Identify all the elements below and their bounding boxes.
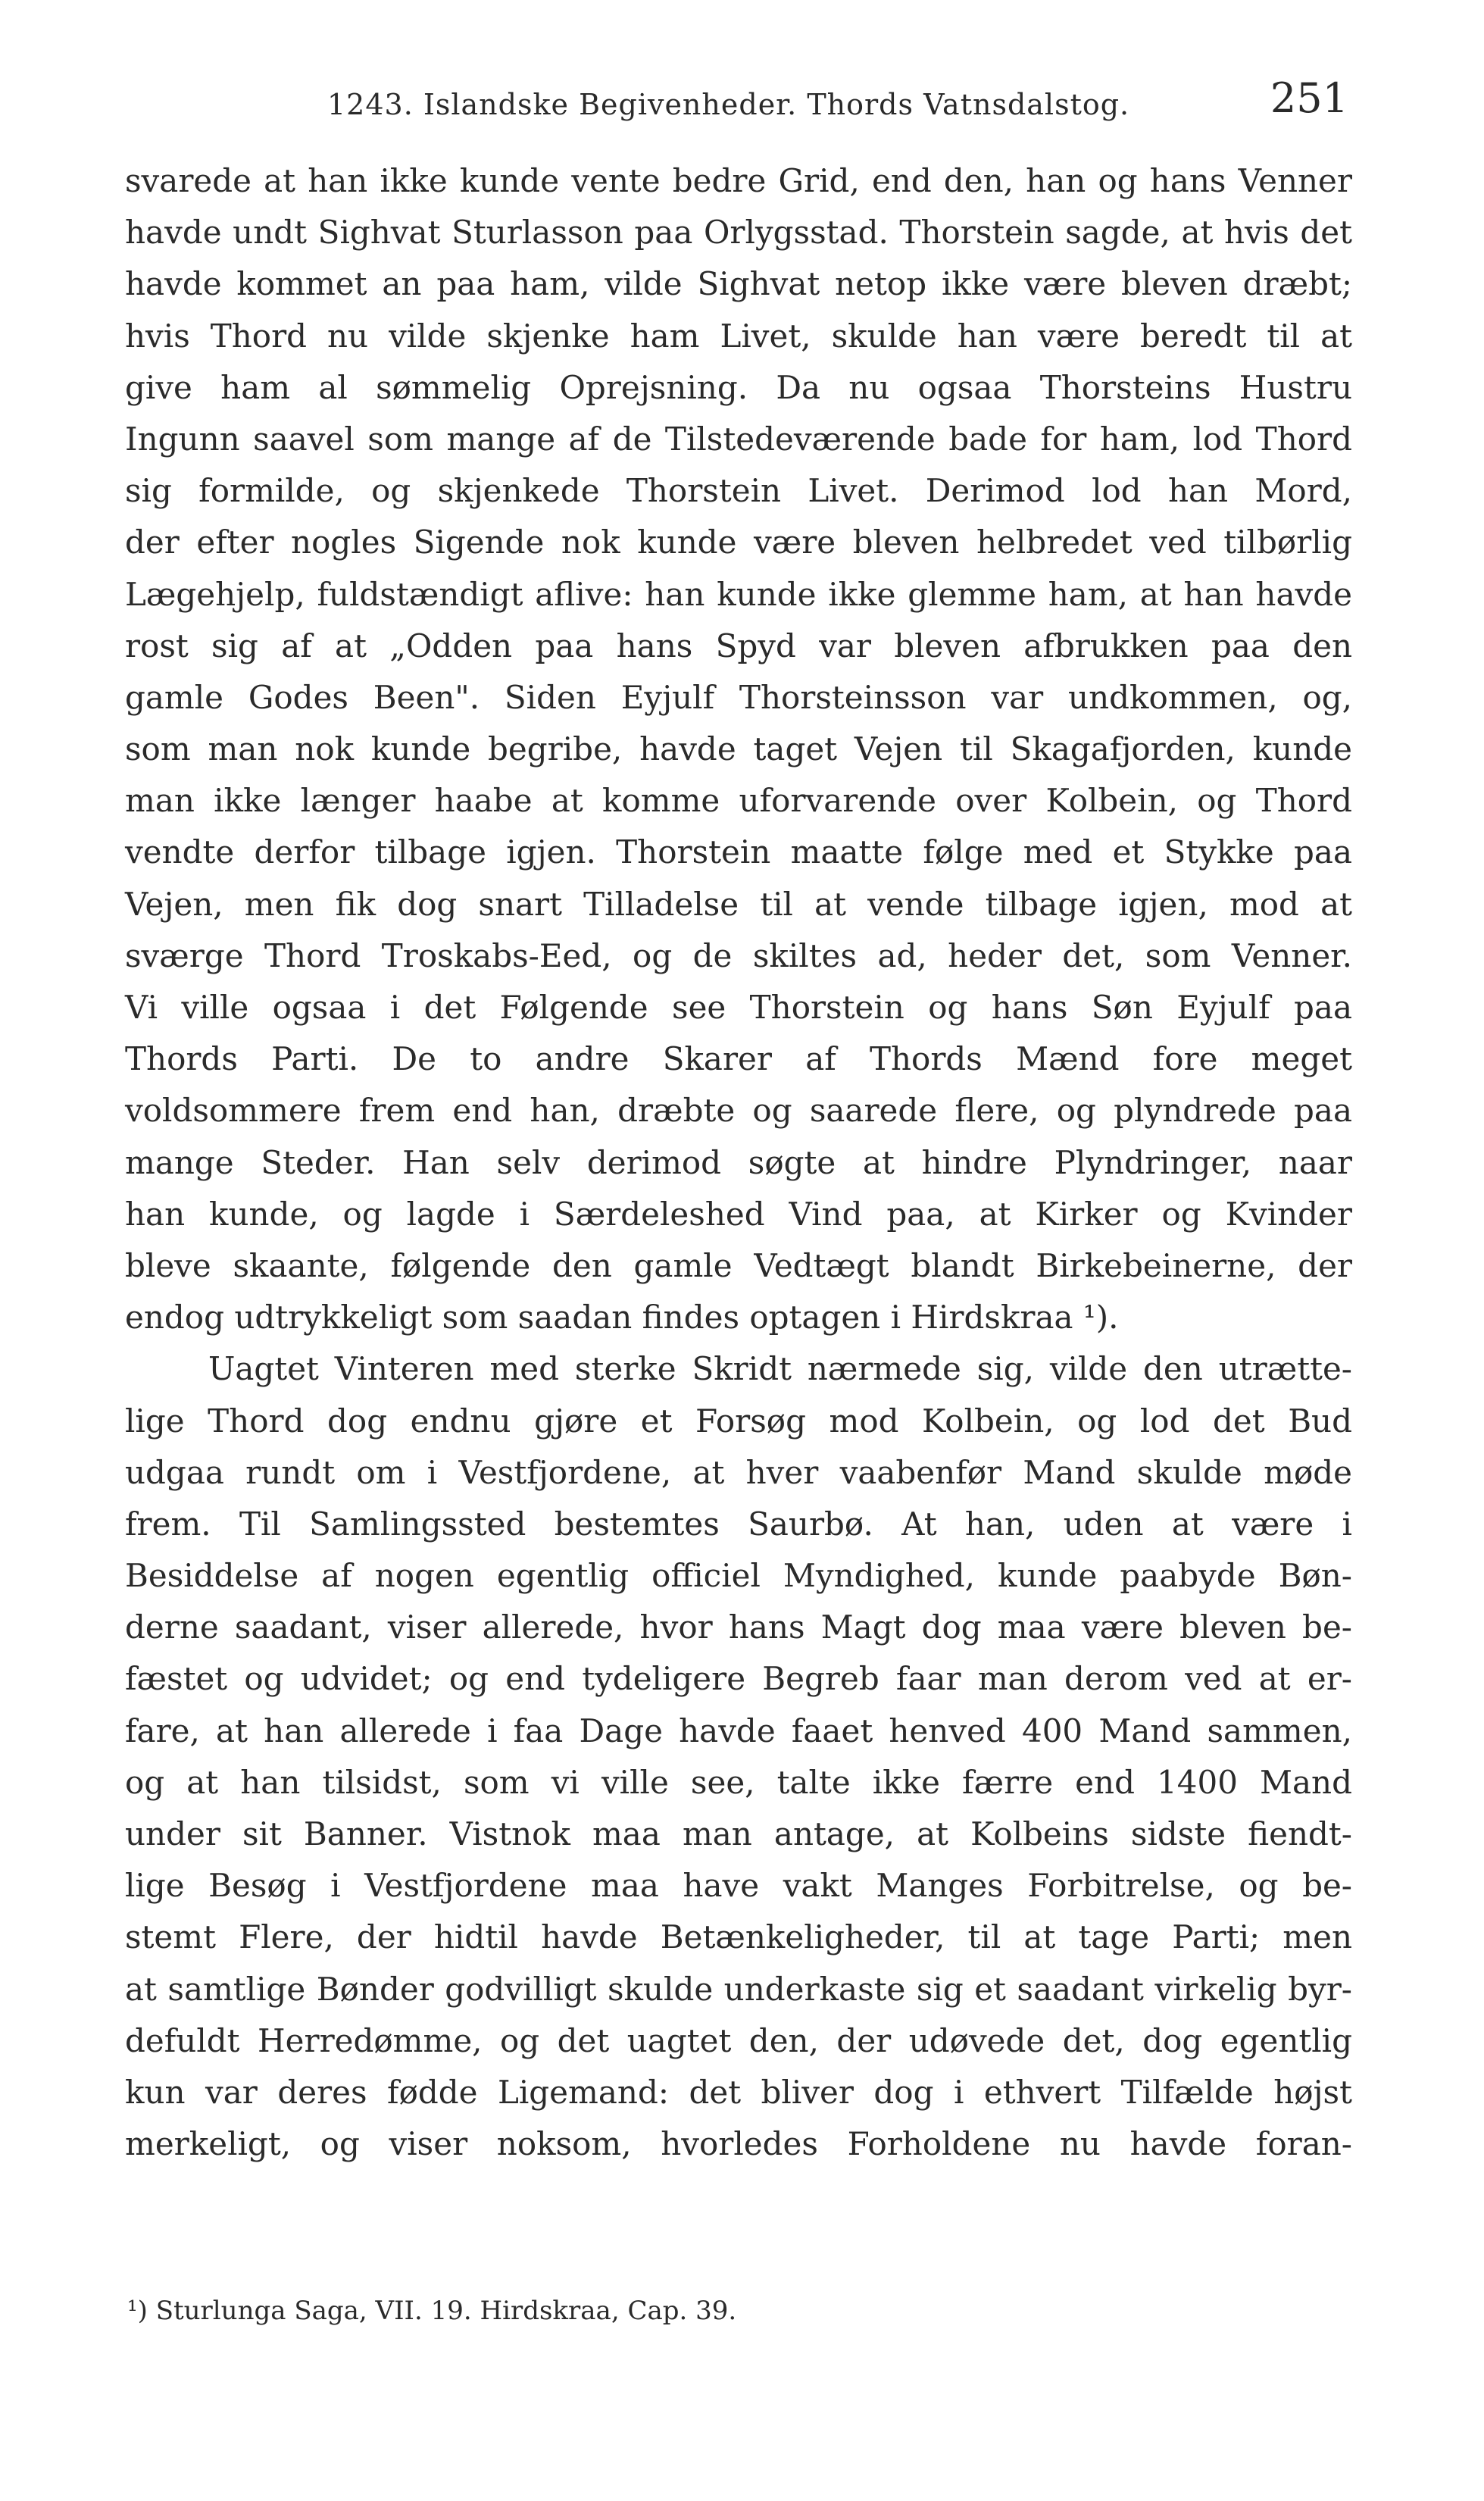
text-line: merkeligt, og viser noksom, hvorledes Forholdene nu havde foran- xyxy=(125,2125,1352,2163)
paragraph-2 xyxy=(125,1343,1352,2170)
running-title: 1243. Islandske Begivenheder. Thords Vatnsdalstog. xyxy=(327,88,1130,121)
text-line: endog udtrykkeligt som saadan findes optagen i Hirdskraa ¹). xyxy=(125,1299,1119,1336)
text-line: kun var deres fødde Ligemand: det bliver dog i ethvert Tilfælde højst xyxy=(125,2073,1352,2111)
paragraph-1 xyxy=(125,155,1352,1343)
footnote: ¹) Sturlunga Saga, VII. 19. Hirdskraa, Cap. 39. xyxy=(127,2296,737,2326)
text-line: Uagtet Vinteren med sterke Skridt nærmede sig, vilde den utrætte- xyxy=(208,1350,1352,1388)
text-line: sig formilde, og skjenkede Thorstein Livet. Derimod lod han Mord, xyxy=(125,472,1352,510)
text-line: Besiddelse af nogen egentlig officiel Myndighed, kunde paabyde Bøn- xyxy=(125,1557,1352,1595)
text-line: havde kommet an paa ham, vilde Sighvat netop ikke være bleven dræbt; xyxy=(125,265,1352,303)
text-line: der efter nogles Sigende nok kunde være bleven helbredet ved tilbørlig xyxy=(125,524,1352,561)
text-line: defuldt Herredømme, og det uagtet den, der udøvede det, dog egentlig xyxy=(125,2021,1352,2059)
text-line: mange Steder. Han selv derimod søgte at hindre Plyndringer, naar xyxy=(125,1143,1352,1181)
text-line: Lægehjelp, fuldstændigt aflive: han kunde ikke glemme ham, at han havde xyxy=(125,575,1352,613)
page-number: 251 xyxy=(1270,74,1348,122)
text-line: hvis Thord nu vilde skjenke ham Livet, skulde han være beredt til at xyxy=(125,317,1352,355)
text-line: som man nok kunde begribe, havde taget Vejen til Skagafjorden, kunde xyxy=(125,730,1352,768)
text-line: man ikke længer haabe at komme uforvarende over Kolbein, og Thord xyxy=(125,782,1352,820)
text-line: stemt Flere, der hidtil havde Betænkeligheder, til at tage Parti; men xyxy=(125,1918,1352,1956)
text-line: rost sig af at „Odden paa hans Spyd var bleven afbrukken paa den xyxy=(125,627,1352,664)
text-line: Vi ville ogsaa i det Følgende see Thorstein og hans Søn Eyjulf paa xyxy=(125,989,1352,1026)
text-line: Ingunn saavel som mange af de Tilstedeværende bade for ham, lod Thord xyxy=(125,420,1352,458)
text-line: han kunde, og lagde i Særdeleshed Vind paa, at Kirker og Kvinder xyxy=(125,1195,1352,1233)
text-line: gamle Godes Been". Siden Eyjulf Thorsteinsson var undkommen, og, xyxy=(125,678,1352,716)
text-line: vendte derfor tilbage igjen. Thorstein maatte følge med et Stykke paa xyxy=(125,833,1352,871)
page-header xyxy=(129,74,1348,135)
text-line: under sit Banner. Vistnok maa man antage, at Kolbeins sidste fiendt- xyxy=(125,1815,1352,1852)
text-line: lige Thord dog endnu gjøre et Forsøg mod Kolbein, og lod det Bud xyxy=(125,1402,1352,1440)
text-line: udgaa rundt om i Vestfjordene, at hver vaabenfør Mand skulde møde xyxy=(125,1453,1352,1491)
text-line: voldsommere frem end han, dræbte og saarede flere, og plyndrede paa xyxy=(125,1092,1352,1130)
text-line: fæstet og udvidet; og end tydeligere Begreb faar man derom ved at er- xyxy=(125,1660,1352,1698)
text-line: frem. Til Samlingssted bestemtes Saurbø. At han, uden at være i xyxy=(125,1505,1352,1543)
body-text xyxy=(125,155,1352,2170)
text-line: lige Besøg i Vestfjordene maa have vakt Manges Forbitrelse, og be- xyxy=(125,1867,1352,1905)
text-line: svarede at han ikke kunde vente bedre Grid, end den, han og hans Venner xyxy=(125,162,1352,199)
text-line: fare, at han allerede i faa Dage havde faaet henved 400 Mand sammen, xyxy=(125,1712,1352,1749)
text-line: Thords Parti. De to andre Skarer af Thords Mænd fore meget xyxy=(125,1040,1352,1078)
text-line: Vejen, men fik dog snart Tilladelse til at vende tilbage igjen, mod at xyxy=(125,885,1352,923)
text-line: derne saadant, viser allerede, hvor hans Magt dog maa være bleven be- xyxy=(125,1608,1352,1646)
text-line: havde undt Sighvat Sturlasson paa Orlygsstad. Thorstein sagde, at hvis det xyxy=(125,214,1352,252)
text-line: give ham al sømmelig Oprejsning. Da nu ogsaa Thorsteins Hustru xyxy=(125,368,1352,406)
text-line: at samtlige Bønder godvilligt skulde underkaste sig et saadant virkelig byr- xyxy=(125,1970,1352,2008)
text-line: sværge Thord Troskabs-Eed, og de skiltes ad, heder det, som Venner. xyxy=(125,936,1352,974)
text-line: bleve skaante, følgende den gamle Vedtægt blandt Birkebeinerne, der xyxy=(125,1246,1352,1284)
text-line: og at han tilsidst, som vi ville see, talte ikke færre end 1400 Mand xyxy=(125,1763,1352,1801)
